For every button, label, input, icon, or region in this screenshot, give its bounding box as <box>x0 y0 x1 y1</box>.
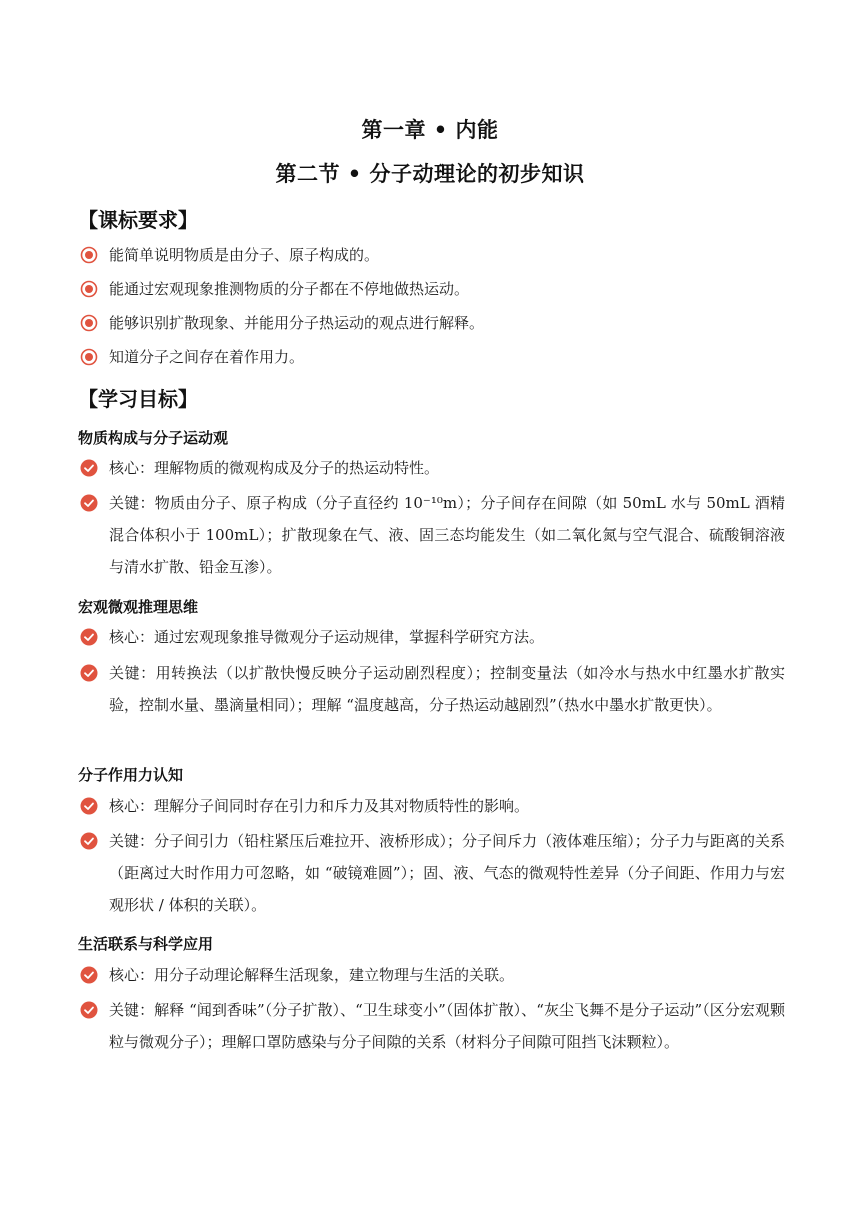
curriculum-item <box>80 341 785 373</box>
objective-core-text: 核心：理解物质的微观构成及分子的热运动特性。 <box>109 459 440 477</box>
target-icon <box>80 348 98 366</box>
curriculum-item <box>80 273 785 305</box>
check-circle-icon <box>80 494 98 512</box>
objective-group-title: 生活联系与科学应用 <box>78 935 214 953</box>
objective-core <box>80 959 785 991</box>
objective-key <box>80 825 785 921</box>
curriculum-item <box>80 239 785 271</box>
objective-key-text: 关键：解释 “闻到香味”（分子扩散）、“卫生球变小”（固体扩散）、“灰尘飞舞不是分子运动”（区分宏观颗粒与微观分子）；理解口罩防感染与分子间隙的关系（材料分子间隙可阻挡飞沫颗粒）。 <box>109 1001 785 1051</box>
curriculum-item <box>80 307 785 339</box>
objective-key-text: 关键：物质由分子、原子构成（分子直径约 10⁻¹⁰m）；分子间存在间隙（如 50mL 水与 50mL 酒精混合体积小于 100mL）；扩散现象在气、液、固三态均能发生（如二氧化氮与空气混合、硫酸铜溶液与清水扩散、铅金互渗）。 <box>109 494 785 576</box>
check-circle-icon <box>80 832 98 850</box>
objective-core-text: 核心：理解分子间同时存在引力和斥力及其对物质特性的影响。 <box>109 797 530 815</box>
check-circle-icon <box>80 664 98 682</box>
objective-core-text: 核心：通过宏观现象推导微观分子运动规律，掌握科学研究方法。 <box>109 628 545 646</box>
target-icon <box>80 280 98 298</box>
curriculum-item-text: 知道分子之间存在着作用力。 <box>109 348 305 366</box>
objective-core <box>80 790 785 822</box>
check-circle-icon <box>80 797 98 815</box>
objective-key <box>80 487 785 583</box>
objective-key <box>80 657 785 721</box>
objective-core-text: 核心：用分子动理论解释生活现象，建立物理与生活的关联。 <box>109 966 515 984</box>
curriculum-item-text: 能简单说明物质是由分子、原子构成的。 <box>109 246 380 264</box>
curriculum-item-text: 能够识别扩散现象、并能用分子热运动的观点进行解释。 <box>109 314 485 332</box>
objective-group-title: 物质构成与分子运动观 <box>78 429 229 447</box>
objective-group-title: 宏观微观推理思维 <box>78 598 199 616</box>
objective-core <box>80 621 785 653</box>
target-icon <box>80 314 98 332</box>
check-circle-icon <box>80 459 98 477</box>
objective-core <box>80 452 785 484</box>
chapter-title: 第一章 • 内能 <box>361 118 499 142</box>
objective-key <box>80 994 785 1058</box>
objective-key-text: 关键：分子间引力（铅柱紧压后难拉开、液桥形成）；分子间斥力（液体难压缩）；分子力与距离的关系（距离过大时作用力可忽略，如 “破镜难圆”）；固、液、气态的微观特性差异（分子间距、作用力与宏观形状 / 体积的关联）。 <box>109 832 785 914</box>
check-circle-icon <box>80 966 98 984</box>
objectives-heading: 【学习目标】 <box>78 387 198 411</box>
target-icon <box>80 246 98 264</box>
check-circle-icon <box>80 1001 98 1019</box>
objective-group-title: 分子作用力认知 <box>78 766 184 784</box>
objective-key-text: 关键：用转换法（以扩散快慢反映分子运动剧烈程度）；控制变量法（如冷水与热水中红墨水扩散实验，控制水量、墨滴量相同）；理解 “温度越高，分子热运动越剧烈”（热水中墨水扩散更快）。 <box>109 664 785 714</box>
curriculum-heading: 【课标要求】 <box>78 208 198 232</box>
check-circle-icon <box>80 628 98 646</box>
section-title: 第二节 • 分子动理论的初步知识 <box>275 162 585 186</box>
curriculum-item-text: 能通过宏观现象推测物质的分子都在不停地做热运动。 <box>109 280 470 298</box>
